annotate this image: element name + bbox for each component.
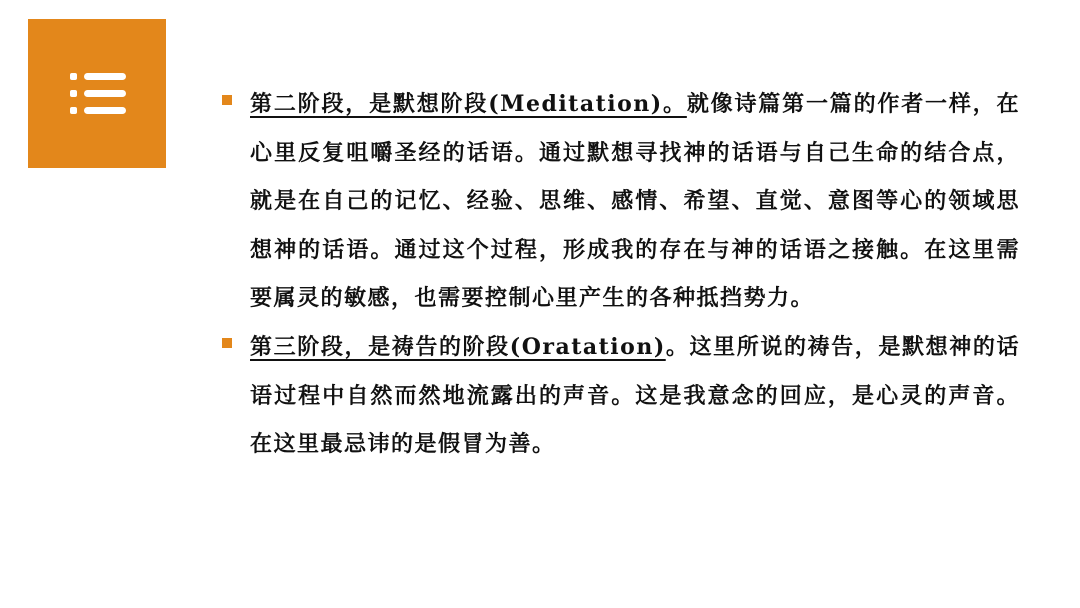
bullet-item-oratation bbox=[220, 323, 1020, 469]
bullet-lead: 第二阶段，是默想阶段(Meditation)。 bbox=[250, 91, 687, 117]
bullet-marker bbox=[222, 338, 232, 348]
bullet-body: 。这里所说的祷告，是默想神的话语过程中自然而然地流露出的声音。这是我意念的回应，是心灵的声音。在这里最忌讳的是假冒为善。 bbox=[250, 333, 1020, 458]
bullet-list bbox=[220, 80, 1020, 469]
bullet-lead: 第三阶段，是祷告的阶段(Oratation) bbox=[250, 333, 666, 360]
list-icon bbox=[70, 73, 126, 115]
section-badge bbox=[28, 19, 166, 168]
bullet-item-meditation bbox=[220, 80, 1020, 323]
bullet-body: 就像诗篇第一篇的作者一样，在心里反复咀嚼圣经的话语。通过默想寻找神的话语与自己生命的结合点，就是在自己的记忆、经验、思维、感情、希望、直觉、意图等心的领域思想神的话语。通过这个过程，形成我的存在与神的话语之接触。在这里需要属灵的敏感，也需要控制心里产生的各种抵挡势力。 bbox=[250, 91, 1020, 312]
bullet-marker bbox=[222, 95, 232, 105]
